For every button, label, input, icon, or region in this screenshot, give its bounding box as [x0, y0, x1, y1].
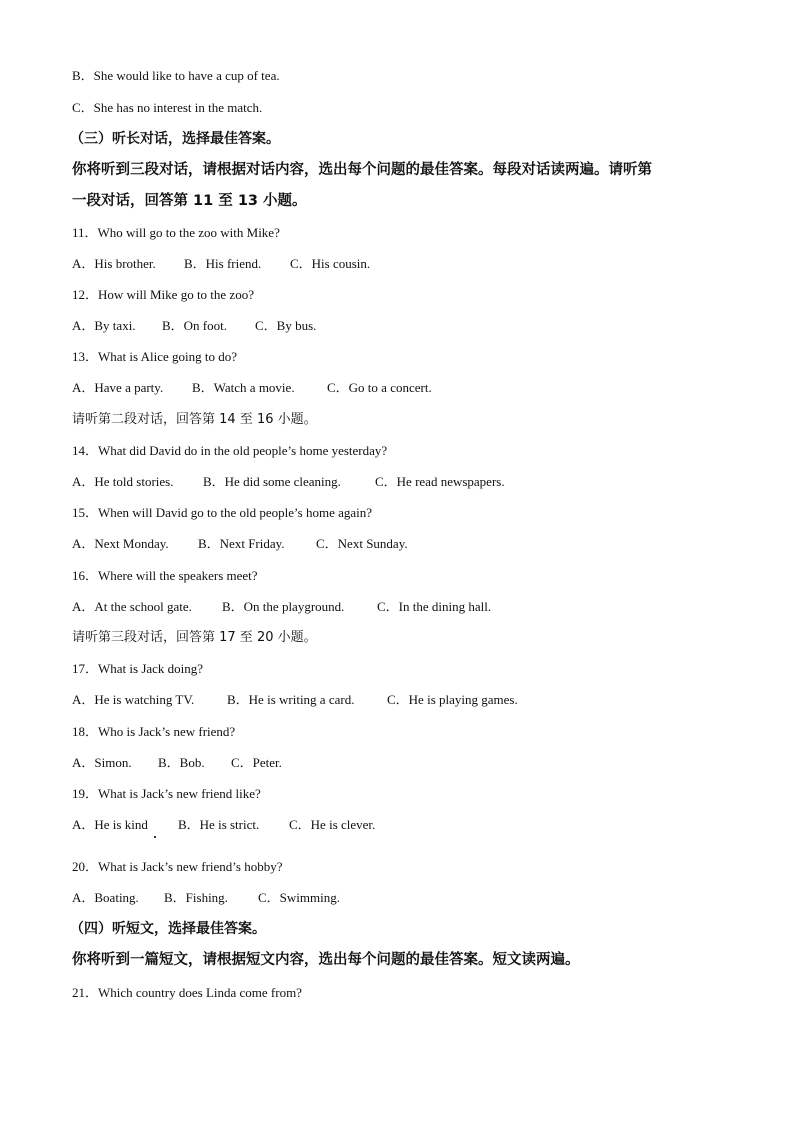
question-20-options — [72, 890, 340, 906]
q18-option-a: A．Simon. — [72, 755, 132, 770]
question-18-options — [72, 755, 282, 771]
q15-option-a: A．Next Monday. — [72, 536, 169, 551]
question-14: 14．What did David do in the old people’s home yesterday? — [72, 443, 388, 458]
section-4-instruction: 你将听到一篇短文，请根据短文内容，选出每个问题的最佳答案。短文读两遍。 — [72, 952, 580, 968]
question-13: 13．What is Alice going to do? — [72, 349, 238, 364]
q15-option-c: C．Next Sunday. — [316, 536, 408, 551]
question-12-options — [72, 318, 316, 334]
question-16: 16．Where will the speakers meet? — [72, 568, 258, 583]
question-19-options — [72, 817, 375, 833]
q20-option-c: C．Swimming. — [258, 890, 340, 905]
q17-option-a: A．He is watching TV. — [72, 692, 195, 707]
q11-option-a: A．His brother. — [72, 256, 156, 271]
q16-option-a: A．At the school gate. — [72, 599, 192, 614]
q13-option-b: B．Watch a movie. — [192, 380, 295, 395]
question-11-options — [72, 256, 370, 272]
q19-option-b: B．He is strict. — [178, 817, 260, 832]
q20-option-b: B．Fishing. — [164, 890, 228, 905]
q14-option-a: A．He told stories. — [72, 474, 174, 489]
q20-option-a: A．Boating. — [72, 890, 139, 905]
q13-option-a: A．Have a party. — [72, 380, 164, 395]
q17-option-c: C．He is playing games. — [387, 692, 518, 707]
question-15-options — [72, 536, 408, 552]
q10-option-b: B．She would like to have a cup of tea. — [72, 68, 280, 83]
q16-option-b: B．On the playground. — [222, 599, 345, 614]
q17-option-b: B．He is writing a card. — [227, 692, 355, 707]
q10-option-c: C．She has no interest in the match. — [72, 100, 263, 115]
question-16-options — [72, 599, 491, 615]
dialog-3-instruction: 请听第三段对话，回答第 17 至 20 小题。 — [72, 630, 317, 645]
question-18: 18．Who is Jack’s new friend? — [72, 724, 236, 739]
q11-option-c: C．His cousin. — [290, 256, 371, 271]
q15-option-b: B．Next Friday. — [198, 536, 285, 551]
question-21: 21．Which country does Linda come from? — [72, 985, 302, 1000]
question-14-options — [72, 474, 505, 490]
q12-option-b: B．On foot. — [162, 318, 228, 333]
q13-option-c: C．Go to a concert. — [327, 380, 432, 395]
q18-option-c: C．Peter. — [231, 755, 282, 770]
question-17-options — [72, 692, 518, 708]
q11-option-b: B．His friend. — [184, 256, 262, 271]
section-4-title: （四）听短文，选择最佳答案。 — [70, 921, 266, 937]
question-15: 15．When will David go to the old people’s home again? — [72, 505, 373, 520]
question-11: 11．Who will go to the zoo with Mike? — [72, 225, 280, 240]
stray-dot-mark — [154, 836, 156, 838]
question-17: 17．What is Jack doing? — [72, 661, 204, 676]
question-20: 20．What is Jack’s new friend’s hobby? — [72, 859, 283, 874]
question-12: 12．How will Mike go to the zoo? — [72, 287, 254, 302]
section-3-title: （三）听长对话，选择最佳答案。 — [70, 131, 280, 147]
section-3-instruction-line2: 一段对话，回答第 11 至 13 小题。 — [72, 193, 307, 209]
q19-option-a: A．He is kind — [72, 817, 148, 832]
q18-option-b: B．Bob. — [158, 755, 205, 770]
q14-option-b: B．He did some cleaning. — [203, 474, 341, 489]
q16-option-c: C．In the dining hall. — [377, 599, 492, 614]
section-3-instruction-line1: 你将听到三段对话，请根据对话内容，选出每个问题的最佳答案。每段对话读两遍。请听第 — [72, 162, 652, 178]
q19-option-c: C．He is clever. — [289, 817, 376, 832]
q14-option-c: C．He read newspapers. — [375, 474, 505, 489]
question-19: 19．What is Jack’s new friend like? — [72, 786, 261, 801]
dialog-2-instruction: 请听第二段对话，回答第 14 至 16 小题。 — [72, 412, 317, 427]
question-13-options — [72, 380, 432, 396]
q12-option-a: A．By taxi. — [72, 318, 136, 333]
q12-option-c: C．By bus. — [255, 318, 317, 333]
